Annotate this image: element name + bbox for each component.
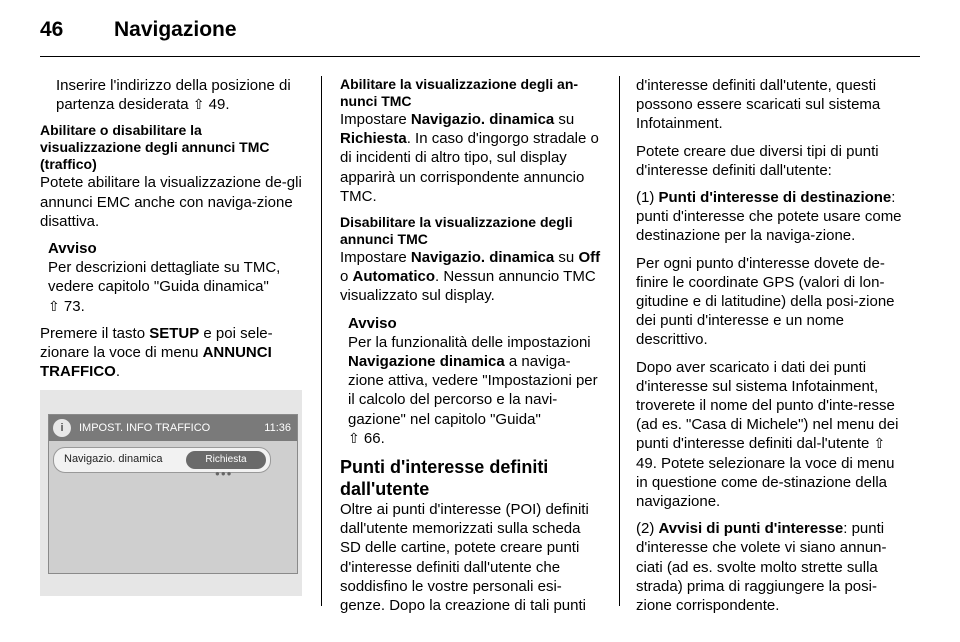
page-ref-icon: ⇧ xyxy=(48,297,60,314)
note-box xyxy=(40,239,304,316)
paragraph-type-1: (1) Punti d'interesse di destinazione: punti d'interesse che potete usare come destinazione per la naviga-zione. xyxy=(636,189,902,245)
pager-dots-icon: ●●● xyxy=(215,469,233,478)
screen-body xyxy=(49,441,297,573)
screen-clock: 11:36 xyxy=(264,422,291,434)
paragraph-type-2: (2) Avvisi di punti d'interesse: punti d'interesse che volete vi siano annun-ciati (ad es. svolte molto strette sulla strada) prima di raggiungere la posi-zione corrispondente. xyxy=(636,520,887,615)
paragraph-download: d'interesse definiti dall'utente, questi possono essere scaricati sul sistema Infotainment. xyxy=(636,77,881,133)
option-value[interactable]: Richiesta xyxy=(186,451,266,469)
header-divider xyxy=(40,56,920,57)
paragraph-disable-setting: Impostare Navigazio. dinamica su Off o Automatico. Nessun annuncio TMC visualizzato sul display. xyxy=(340,249,601,305)
page-ref[interactable]: 49 xyxy=(636,454,653,472)
screen-title-bar xyxy=(49,415,297,441)
subheading-enable-tmc: Abilitare o disabilitare la visualizzazione degli annunci TMC (traffico) xyxy=(40,122,270,173)
option-label: Navigazio. dinamica xyxy=(64,453,163,465)
paragraph-after-download: Dopo aver scaricato i dati dei punti d'interesse sul sistema Infotainment, troverete il nome del punto d'inte-resse (ad es. "Casa di Michele") nel menu dei punti d'interesse definiti dal-l'utente ⇧ 49. Potete selezionare la voce di menu in questione come de-stinazione della navigazione. xyxy=(636,358,899,511)
paragraph-enable: Potete abilitare la visualizzazione de-gli annunci EMC anche con naviga-zione disattiva. xyxy=(40,174,302,230)
paragraph-setup: Premere il tasto SETUP e poi sele-zionare la voce di menu ANNUNCI TRAFFICO. xyxy=(40,324,273,381)
page-title: Navigazione xyxy=(114,18,237,41)
column-divider-2 xyxy=(619,76,620,606)
page-ref[interactable]: 49. xyxy=(208,96,230,114)
note-title: Avviso xyxy=(48,240,97,258)
page-ref-icon: ⇧ xyxy=(192,96,205,113)
column-1 xyxy=(40,76,304,389)
option-row-dynamic-nav[interactable] xyxy=(53,447,271,473)
paragraph-two-types: Potete creare due diversi tipi di punti d'interesse definiti dall'utente: xyxy=(636,142,879,179)
column-divider-1 xyxy=(321,76,322,606)
note-box: Avviso Per la funzionalità delle impostazioni Navigazione dinamica a naviga-zione attiva, vedere "Impostazioni per il calcolo del percorso e la navi-gazione" nel capitolo "Guida" ⇧ 66. xyxy=(340,314,604,448)
page-ref-icon: ⇧ xyxy=(348,429,360,446)
subheading-enable-tmc-display: Abilitare la visualizzazione degli an-nunci TMC xyxy=(340,76,579,109)
page-ref[interactable]: 73. xyxy=(63,297,85,315)
note-title: Avviso xyxy=(348,314,397,332)
page-header xyxy=(40,18,237,42)
screen-title: IMPOST. INFO TRAFFICO xyxy=(79,422,211,434)
info-icon: i xyxy=(53,419,71,437)
note-text: Per descrizioni dettagliate su TMC, vedere capitolo "Guida dinamica" xyxy=(48,259,281,296)
section-title: Punti d'interesse definiti dall'utente xyxy=(340,457,549,500)
screenshot-figure xyxy=(40,390,302,596)
column-2 xyxy=(340,76,604,623)
page-number: 46 xyxy=(40,18,64,41)
subheading-disable-tmc: Disabilitare la visualizzazione degli annunci TMC xyxy=(340,214,573,248)
paragraph-enable-setting: Impostare Navigazio. dinamica su Richiesta. In caso d'ingorgo stradale o di incidenti di altro tipo, sul display apparirà un corrispondente annuncio TMC. xyxy=(340,111,599,205)
column-3 xyxy=(636,76,904,623)
page-ref-icon: ⇧ xyxy=(873,435,886,452)
device-screen xyxy=(48,414,298,574)
page-ref[interactable]: 66. xyxy=(363,429,385,447)
paragraph-poi-intro: Oltre ai punti d'interesse (POI) definiti dall'utente memorizzati sulla scheda SD delle cartine, potete creare punti d'interesse definiti dall'utente che soddisfino le vostre personali esi-genze. Dopo la creazione di tali punti xyxy=(340,501,589,615)
intro-paragraph: Inserire l'indirizzo della posizione di partenza desiderata ⇧ 49. xyxy=(56,77,291,114)
paragraph-gps: Per ogni punto d'interesse dovete de-finire le coordinate GPS (valori di lon-gitudine e di latitudine) della posi-zione dei punti d'interesse e un nome descrittivo. xyxy=(636,254,895,349)
